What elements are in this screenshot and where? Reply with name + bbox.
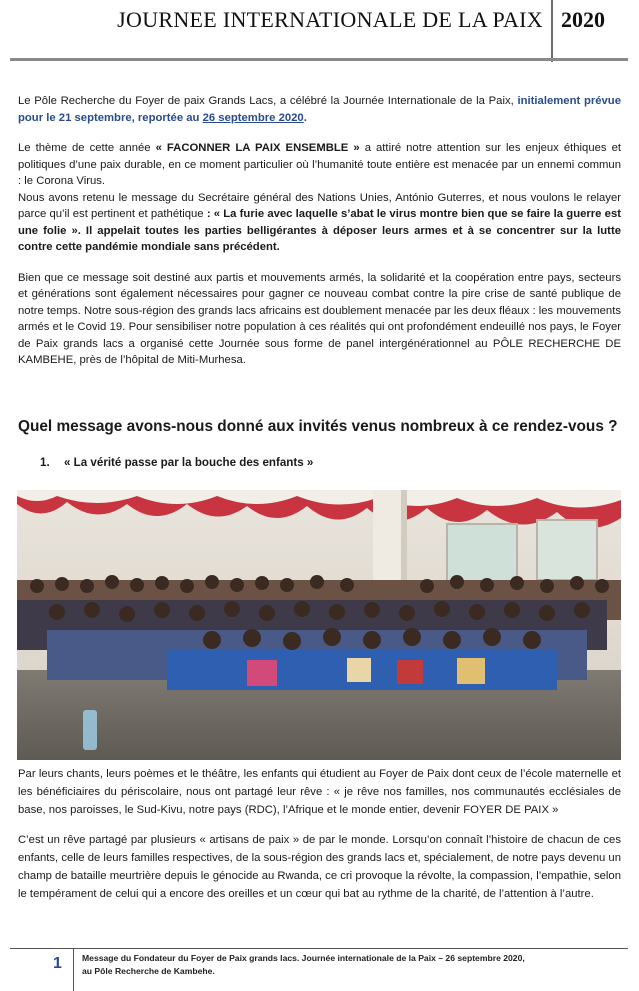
footer-divider (73, 949, 74, 991)
header-year: 2020 (561, 7, 605, 32)
children-gathering-photo (17, 490, 621, 760)
footer-text (82, 952, 622, 977)
header-rule (10, 58, 628, 61)
list-item-number: 1. (40, 456, 50, 469)
event-photo (17, 490, 621, 760)
after-photo-text (18, 765, 621, 915)
intro-end: . (303, 111, 307, 124)
list-item-label: « La vérité passe par la bouche des enfants » (64, 456, 314, 469)
intro-text: Le Pôle Recherche du Foyer de paix Grands Lacs, a célébré la Journée Internationale de la Paix, (18, 95, 518, 107)
intro-paragraph (18, 93, 621, 126)
theme-name: « FACONNER LA PAIX ENSEMBLE » (155, 142, 360, 154)
guterres-quote: : « La furie avec laquelle s’abat le virus montre bien que se faire la guerre est une folie ». Il appelait toutes les parties belligérantes à déposer leurs armes et à se concentrer sur la lutte contre cette pandémie mondiale sans précédent. (18, 208, 621, 253)
list-item (40, 456, 313, 469)
shared-dream-paragraph: C’est un rêve partagé par plusieurs « artisans de paix » de par le monde. Lorsqu’on connaît l’histoire de chacun de ces enfants, celle de leurs familles respectives, de la sous-région des grands lacs et, spécialement, de notre pays devenu un champ de bataille meurtrière depuis le génocide au Rwanda, ce cri provoque la révolte, la compassion, l’empathie, selon le tempérament de celui qui a encore des oreilles et un cœur qui bat au rythme de la charité, de l’attention à l’autre. (18, 834, 621, 900)
intro-date: 26 septembre 2020 (202, 111, 304, 124)
header-title: JOURNEE INTERNATIONALE DE LA PAIX (117, 7, 543, 32)
header-divider (551, 0, 553, 62)
theme-lead: Le thème de cette année (18, 142, 156, 154)
footer-line-2: au Pôle Recherche de Kambehe. (82, 965, 215, 976)
footer-rule (10, 948, 628, 949)
footer-line-1: Message du Fondateur du Foyer de Paix grands lacs. Journée internationale de la Paix – 26 septembre 2020, (82, 953, 525, 963)
children-dream-paragraph: Par leurs chants, leurs poèmes et le théâtre, les enfants qui étudient au Foyer de Paix dont ceux de l’école maternelle et les bénéficiaires du périscolaire, nous ont partagé leur rêve : « je rêve nos familles, nos communautés ecclésiales de base, nos paroisses, le Sud-Kivu, notre pays (RDC), l’Afrique et le monde entier, devenir FOYER DE PAIX » (18, 768, 621, 816)
section-question: Quel message avons-nous donné aux invités venus nombreux à ce rendez-vous ? (18, 418, 618, 435)
theme-text: a attiré notre attention sur les enjeux éthiques et politiques d’une paix durable, en ce moment particulier où l’humanité toute entière est menacée par un ennemi commun : le Corona Virus. (18, 142, 621, 187)
theme-paragraph (18, 140, 621, 256)
intro-highlight: initialement prévue pour le 21 septembre, reportée au (18, 95, 621, 124)
page-number: 1 (53, 955, 62, 972)
page-header (0, 0, 639, 48)
body-paragraph: Bien que ce message soit destiné aux partis et mouvements armés, la solidarité et la coopération entre pays, secteurs et générations sont également nécessaires pour gagner ce nouveau combat contre la pire crise de santé publique de notre temps. Notre sous-région des grands lacs africains est doublement menacée par les deux fléaux : les mouvements armés et le Covid 19. Pour sensibiliser notre population à ces réalités qui ont profondément endeuillé nos pays, le Foyer de Paix grands lacs a organisé cette Journée sous forme de panel intergénérationnel au PÔLE RECHERCHE DE KAMBEHE, près de l’hôpital de Miti-Murhesa. (18, 271, 621, 366)
guterres-text: Nous avons retenu le message du Secrétaire général des Nations Unies, António Guterres, et nous voulons le relayer parce qu’il est pertinent et pathétique (18, 191, 621, 220)
main-text (18, 93, 621, 383)
